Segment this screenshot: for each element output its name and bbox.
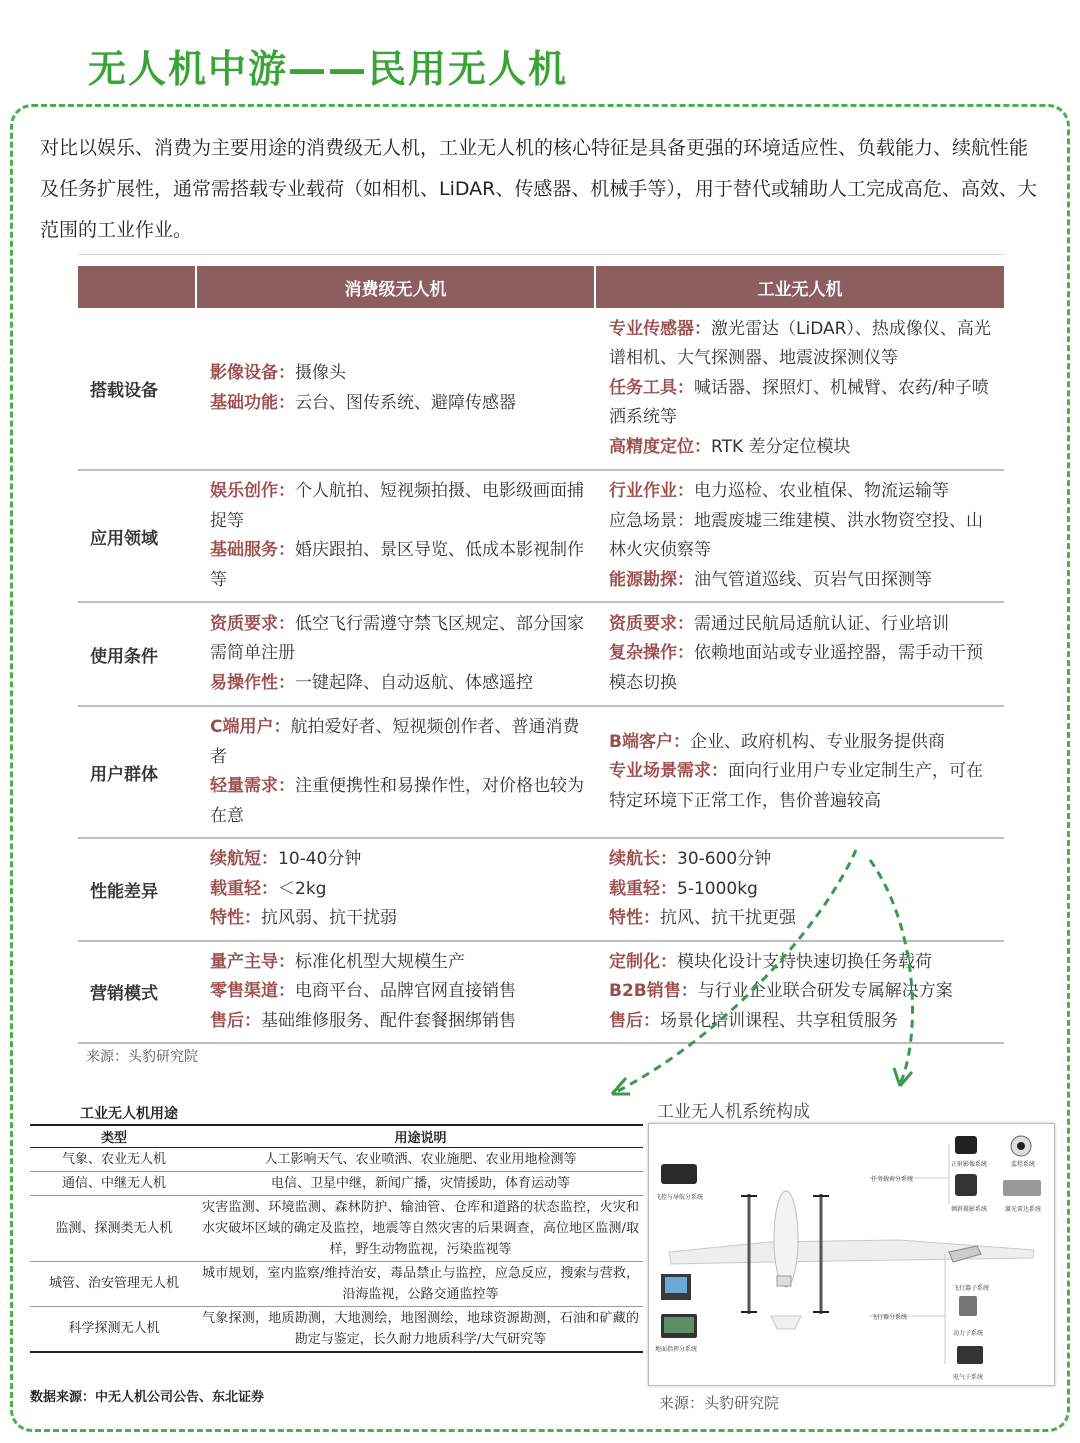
value: 标准化机型大规模生产: [295, 951, 465, 972]
value: 10-40分钟: [278, 849, 362, 869]
usage-desc: 城市规划，室内监察/维持治安，毒品禁止与监控，应急反应，搜索与营救，沿海监视，公路交通监控等: [198, 1261, 643, 1306]
label-electrical: 电气子系统: [953, 1374, 984, 1381]
key: 售后：: [609, 1010, 660, 1031]
value: 一键起降、自动返航、体感遥控: [295, 672, 533, 693]
value: 电力巡检、农业植保、物流运输等: [694, 481, 949, 501]
row-label: 性能差异: [78, 838, 196, 941]
usage-desc: 电信、卫星中继，新闻广播，灾情援助，体育运动等: [198, 1171, 643, 1195]
key: C端用户：: [210, 717, 291, 737]
usage-desc: 气象探测，地质勘测，大地测绘，地图测绘，地球资源勘测，石油和矿藏的勘定与鉴定，长久耐力地质科学/大气研究等: [202, 1310, 639, 1347]
value: 低空飞行需遵守禁飞区规定、部分国家需简单注册: [210, 613, 584, 664]
value: 基础维修服务、配件套餐捆绑销售: [261, 1010, 516, 1031]
row-label: 应用领域: [78, 470, 196, 602]
label-power: 动力子系统: [953, 1330, 984, 1337]
usage-type: 科学探测无人机: [68, 1321, 160, 1336]
key: 能源勘探：: [609, 569, 694, 590]
value: 个人航拍、短视频拍摄、电影级画面捕捉等: [210, 481, 584, 531]
value: 模块化设计支持快速切换任务载荷: [677, 951, 932, 972]
key: 载重轻：: [210, 878, 278, 899]
value: 电商平台、品牌官网直接销售: [295, 981, 516, 1001]
label-lidar: 激光雷达系统: [1005, 1206, 1042, 1213]
arrow-right-path: [870, 860, 912, 1084]
usage-source: 数据来源：中无人机公司公告、东北证券: [30, 1390, 265, 1405]
value: 抗风、抗干扰更强: [660, 908, 796, 928]
label-flight-nav: 飞控与导航分系统: [655, 1194, 704, 1201]
label-ground: 地面指挥分系统: [655, 1346, 698, 1353]
key: 轻量需求：: [210, 776, 295, 796]
key: 行业作业：: [609, 481, 694, 501]
key: 任务工具：: [609, 377, 694, 398]
value: 油气管道巡线、页岩气田探测等: [694, 569, 932, 590]
label-mission-payload: 任务载荷分系统: [871, 1176, 914, 1183]
key: 娱乐创作：: [210, 481, 295, 501]
value: 摄像头: [295, 363, 346, 383]
header-industrial: 工业无人机: [595, 266, 1004, 308]
key: 特性：: [609, 908, 660, 928]
value: 航拍爱好者、短视频创作者、普通消费者: [210, 717, 580, 767]
key: 资质要求：: [609, 613, 694, 634]
key: B端客户：: [609, 731, 690, 752]
key: 载重轻：: [609, 878, 677, 899]
intro-paragraph: 对比以娱乐、消费为主要用途的消费级无人机，工业无人机的核心特征是具备更强的环境适应性、负载能力、续航性能及任务扩展性，通常需搭载专业载荷（如相机、LiDAR、传感器、机械手等），用于替代或辅助人工完成高危、高效、大范围的工业作业。: [40, 137, 1037, 241]
usage-type: 城管、治安管理无人机: [30, 1261, 198, 1306]
arrow-left-path: [612, 850, 856, 1094]
label-airframe: 飞行器子系统: [953, 1285, 990, 1292]
value: 需通过民航局适航认证、行业培训: [694, 613, 949, 634]
key: 高精度定位：: [609, 436, 711, 457]
key: 量产主导：: [210, 951, 295, 972]
row-label: 搭载设备: [78, 308, 196, 470]
value: 应急场景：地震废墟三维建模、洪水物资空投、山林火灾侦察等: [609, 510, 983, 560]
value: 激光雷达（LiDAR）、热成像仪、高光谱相机、大气探测器、地震波探测仪等: [609, 318, 991, 369]
value: 云台、图传系统、避障传感器: [295, 392, 516, 413]
key: 影像设备：: [210, 363, 295, 383]
key: 特性：: [210, 908, 261, 928]
value: 面向行业用户专业定制生产，可在特定环境下正常工作，售价普遍较高: [609, 761, 983, 811]
value: 喊话器、探照灯、机械臂、农药/种子喷洒系统等: [609, 377, 989, 428]
row-label: 使用条件: [78, 602, 196, 706]
key: 复杂操作：: [609, 643, 694, 664]
key: 零售渠道：: [210, 981, 295, 1001]
usage-type: 通信、中继无人机: [30, 1171, 198, 1195]
value: 企业、政府机构、专业服务提供商: [689, 731, 945, 752]
value: 婚庆跟拍、景区导览、低成本影视制作等: [210, 540, 584, 590]
arrow-left-head: [612, 1078, 630, 1094]
key: 基础功能：: [210, 392, 295, 413]
value: 抗风弱、抗干扰弱: [261, 908, 397, 928]
system-title: 工业无人机系统构成: [657, 1102, 810, 1122]
row-label: 营销模式: [78, 941, 196, 1044]
value: 场景化培训课程、共享租赁服务: [660, 1010, 898, 1031]
label-monitor: 监控系统: [1011, 1161, 1036, 1168]
value: 与行业企业联合研发专属解决方案: [697, 981, 953, 1001]
value: RTK 差分定位模块: [711, 436, 851, 457]
usage-type: 监测、探测类无人机: [30, 1195, 198, 1261]
comparison-source: 来源：头豹研究院: [86, 1049, 198, 1065]
key: 易操作性：: [210, 672, 295, 693]
key: 基础服务：: [210, 540, 295, 560]
value: 依赖地面站或专业遥控器，需手动干预模态切换: [609, 643, 983, 693]
value: ＜2kg: [278, 878, 327, 899]
label-oblique: 倾斜摄影系统: [951, 1206, 988, 1213]
key: 专业传感器：: [609, 318, 711, 339]
usage-type: 气象、农业无人机: [30, 1147, 198, 1171]
key: 续航长：: [609, 849, 677, 869]
usage-header-type: 类型: [30, 1125, 198, 1147]
usage-table-title: 工业无人机用途: [80, 1106, 178, 1122]
usage-desc: 人工影响天气、农业喷洒、农业施肥、农业用地检测等: [198, 1147, 643, 1171]
value: 注重便携性和易操作性，对价格也较为在意: [210, 776, 584, 826]
label-ortho: 正射影像系统: [951, 1161, 988, 1168]
system-source: 来源：头豹研究院: [659, 1394, 780, 1412]
key: 售后：: [210, 1010, 261, 1031]
value: 5-1000kg: [677, 878, 758, 899]
usage-header-desc: 用途说明: [198, 1125, 643, 1147]
row-label: 用户群体: [78, 706, 196, 838]
usage-desc: 灾害监测、环境监测、森林防护、输油管、仓库和道路的状态监控，火灾和水灾破坏区域的确定及监控，地震等自然灾害的后果调查，高位地区监测/取样，野生动物监视，污染监视等: [198, 1195, 643, 1261]
key: B2B销售：: [609, 981, 698, 1001]
value: 30-600分钟: [677, 849, 772, 869]
key: 专业场景需求：: [609, 761, 728, 782]
key: 定制化：: [609, 951, 677, 972]
key: 资质要求：: [210, 613, 295, 634]
label-flight-platform: 飞行器分系统: [871, 1314, 908, 1321]
page-title: 无人机中游——民用无人机: [88, 47, 569, 91]
key: 续航短：: [210, 849, 278, 869]
header-consumer: 消费级无人机: [196, 266, 595, 308]
